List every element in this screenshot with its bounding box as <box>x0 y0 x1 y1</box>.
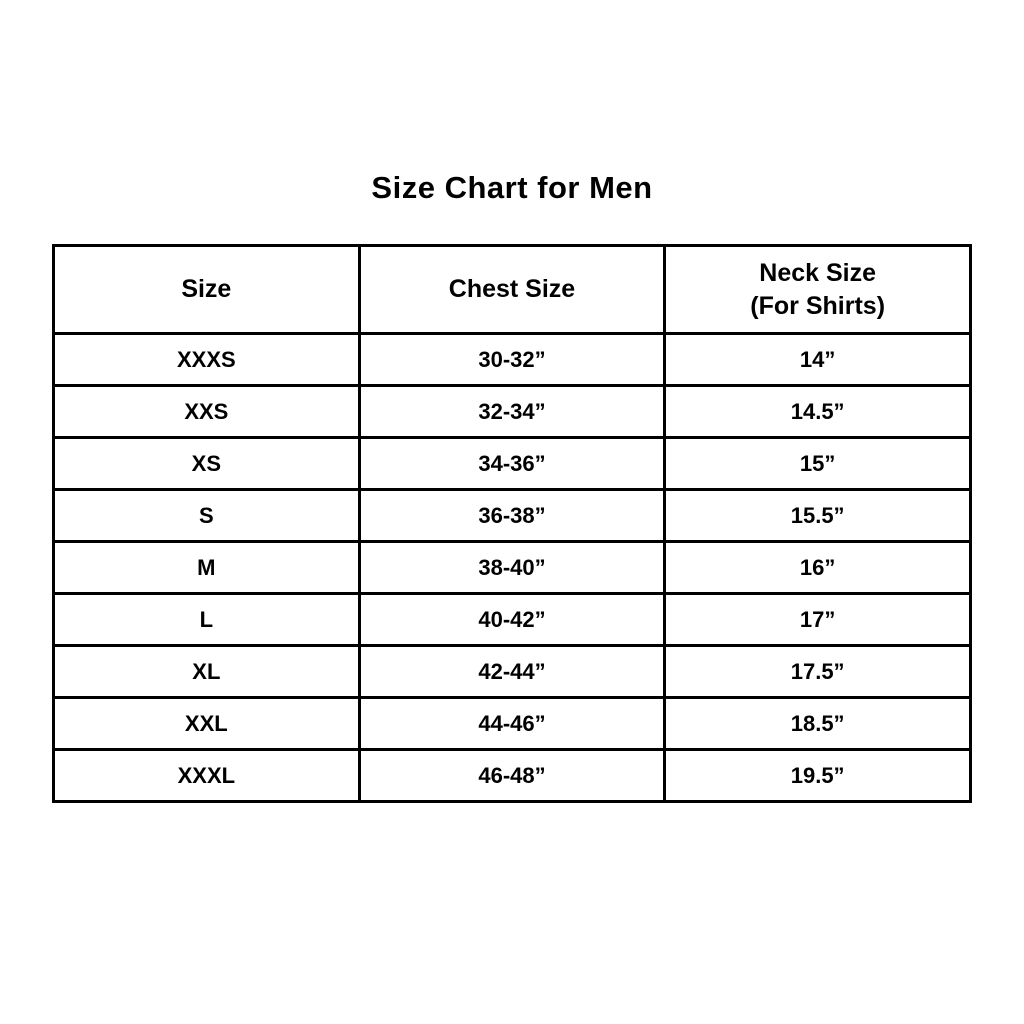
table-row <box>54 386 971 438</box>
cell-neck: 15.5” <box>665 490 971 542</box>
cell-size: S <box>54 490 360 542</box>
table-row <box>54 438 971 490</box>
cell-size: XL <box>54 646 360 698</box>
header-neck-size-label: Neck Size <box>759 259 877 287</box>
cell-chest: 36-38” <box>359 490 665 542</box>
cell-size: L <box>54 594 360 646</box>
cell-neck: 19.5” <box>665 750 971 802</box>
table-row <box>54 594 971 646</box>
header-neck-size-sublabel: (For Shirts) <box>750 291 886 320</box>
header-neck-size <box>665 246 971 334</box>
page-title: Size Chart for Men <box>371 170 653 205</box>
header-row <box>54 246 971 334</box>
table-row <box>54 334 971 386</box>
header-size-label: Size <box>181 275 232 304</box>
table-row <box>54 490 971 542</box>
table-row <box>54 750 971 802</box>
header-chest-size <box>359 246 665 334</box>
table-row <box>54 646 971 698</box>
table-row <box>54 698 971 750</box>
cell-neck: 14” <box>665 334 971 386</box>
cell-size: XS <box>54 438 360 490</box>
cell-size: XXL <box>54 698 360 750</box>
cell-neck: 17.5” <box>665 646 971 698</box>
table-row <box>54 542 971 594</box>
cell-chest: 44-46” <box>359 698 665 750</box>
cell-neck: 15” <box>665 438 971 490</box>
table-body <box>54 334 971 802</box>
cell-chest: 40-42” <box>359 594 665 646</box>
cell-size: M <box>54 542 360 594</box>
cell-neck: 17” <box>665 594 971 646</box>
header-size <box>54 246 360 334</box>
cell-chest: 34-36” <box>359 438 665 490</box>
size-chart-table <box>52 244 972 803</box>
cell-neck: 16” <box>665 542 971 594</box>
cell-neck: 18.5” <box>665 698 971 750</box>
header-chest-size-label: Chest Size <box>448 275 576 304</box>
cell-chest: 30-32” <box>359 334 665 386</box>
cell-chest: 38-40” <box>359 542 665 594</box>
cell-size: XXXL <box>54 750 360 802</box>
cell-size: XXS <box>54 386 360 438</box>
table-header <box>54 246 971 334</box>
cell-chest: 46-48” <box>359 750 665 802</box>
cell-chest: 42-44” <box>359 646 665 698</box>
cell-neck: 14.5” <box>665 386 971 438</box>
cell-size: XXXS <box>54 334 360 386</box>
cell-chest: 32-34” <box>359 386 665 438</box>
